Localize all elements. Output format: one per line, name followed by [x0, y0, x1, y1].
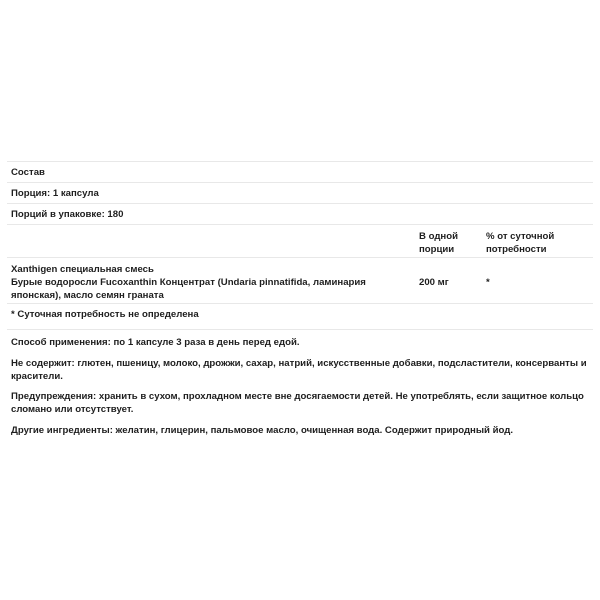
servings-per-container: [7, 203, 593, 224]
header-per-serving: [419, 230, 486, 257]
header-daily-value-line2: потребности: [486, 244, 547, 255]
ingredient-name-line1: Xanthigen специальная смесь: [11, 264, 154, 275]
ingredient-amount-text: 200 мг: [419, 277, 449, 288]
warnings-text: [11, 390, 591, 416]
header-daily-value: [486, 230, 586, 257]
table-row: [7, 257, 593, 303]
supplement-facts-table: [7, 161, 593, 331]
ingredient-daily-value-text: *: [486, 277, 490, 288]
warnings-line1: Предупреждения: хранить в сухом, прохладном месте вне досягаемости детей. Не употреблять, если защитное кольцо: [11, 391, 584, 402]
composition-title: [7, 161, 593, 182]
table-bottom-divider: [7, 329, 593, 331]
servings-per-container-text: Порций в упаковке: 180: [11, 209, 124, 220]
ingredient-name-line2: Бурые водоросли Fucoxanthin Концентрат (Undaria pinnatifida, ламинария: [11, 277, 366, 288]
header-name: [7, 230, 419, 257]
other-ingredients-text: Другие ингредиенты: желатин, глицерин, пальмовое масло, очищенная вода. Содержит природный йод.: [11, 425, 513, 436]
ingredient-name-line3: японская), масло семян граната: [11, 290, 164, 301]
does-not-contain-text: [11, 357, 591, 383]
header-daily-value-line1: % от суточной: [486, 231, 555, 242]
table-footnote-text: * Суточная потребность не определена: [11, 309, 199, 320]
ingredient-name: [7, 263, 419, 303]
serving-size: [7, 182, 593, 203]
warnings-line2: сломано или отсутствует.: [11, 404, 134, 415]
ingredient-daily-value: [486, 263, 586, 303]
header-per-serving-line1: В одной: [419, 231, 458, 242]
serving-size-text: Порция: 1 капсула: [11, 188, 99, 199]
table-header-row: [7, 224, 593, 257]
ingredient-amount: [419, 263, 486, 303]
composition-title-text: Состав: [11, 167, 45, 178]
does-not-contain-line2: красители.: [11, 371, 63, 382]
header-per-serving-line2: порции: [419, 244, 455, 255]
table-footnote: [7, 303, 593, 329]
usage-text: Способ применения: по 1 капсуле 3 раза в день перед едой.: [11, 337, 300, 348]
does-not-contain-line1: Не содержит: глютен, пшеницу, молоко, дрожжи, сахар, натрий, искусственные добавки, подсластители, консерванты и: [11, 358, 587, 369]
